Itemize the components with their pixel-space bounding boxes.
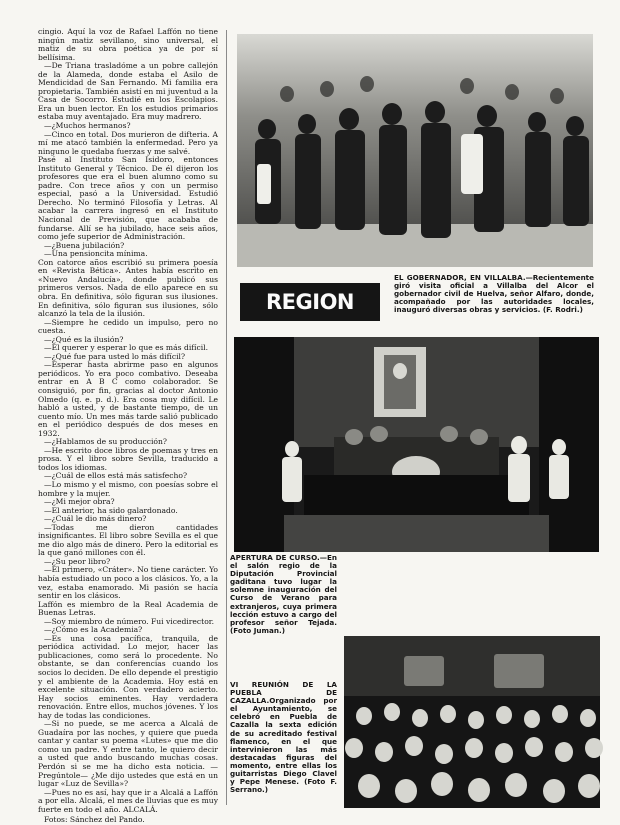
article-paragraph: Laffón es miembro de la Real Academia de Buenas Letras.	[38, 599, 218, 618]
article-paragraph: —Si no puede, se me acerca a Alcalá de Guadaíra por las noches, y quiere que pueda cantar y cantar su poema «Lutes» que me dio como un padre. Y entre tanto, le quiero decir a usted que ando buscando muchas cosas. Perdón si se me ha dicho esta noticia. —Pregúntole— ¿Me dijo ustedes que está en un lugar «Luz de Sevilla»?	[38, 719, 218, 789]
course-opening-photo	[234, 337, 599, 552]
caption-headline: EL GOBERNADOR, EN VILLALBA.	[394, 273, 526, 282]
article-paragraph: —Lo mismo y el mismo, con poesías sobre el hombre y la mujer.	[38, 479, 218, 498]
article-paragraph: —¿Qué fue para usted lo más difícil?	[44, 351, 186, 361]
article-paragraph: —¿Buena jubilación?	[44, 240, 125, 250]
festival-caption	[230, 681, 337, 794]
article-paragraph: —Una pensioncita mínima.	[44, 249, 148, 259]
governor-visit-caption	[394, 274, 594, 314]
article-paragraph: —Todas me dieron cantidades insignificantes. El libro sobre Sevilla es el que me dio algo más de dinero. Pero la editorial es la que ganó millones con él.	[38, 522, 218, 558]
article-paragraph: —El primero, «Cráter». No tiene carácter. Yo había estudiado un poco a los clásicos. Yo, a la vez, estaba enamorado. Mi pasión se hacía sentir en los clásicos.	[38, 565, 218, 601]
article-paragraph: —Siempre he cedido un impulso, pero no cuesta.	[38, 317, 218, 336]
article-paragraph: —¿Hablamos de su producción?	[44, 437, 167, 447]
caption-headline: VI REUNIÓN DE LA PUEBLA DE CAZALLA.	[230, 680, 337, 706]
governor-visit-photo	[237, 34, 593, 267]
article-paragraph: Con catorce años escribió su primera poesía en «Revista Bética». Antes había escrito en «Nuevo Andalucía», donde publicó sus primeros versos. Nada de ello aparece en su obra. En definitiva, sólo figuran sus ilusiones. En definitiva, sólo figuran sus ilusiones, sólo alcanzó la tela de la ilusión.	[38, 257, 218, 319]
article-paragraph: —Soy miembro de número. Fui vicedirector.	[44, 616, 214, 626]
article-paragraph: —¿Mi mejor obra?	[44, 497, 115, 507]
column-divider	[226, 30, 227, 805]
article-paragraph: —Esperar hasta abrirme paso en algunos periódicos. Yo era poco combativo. Deseaba entrar en A B C como colaborador. Se consiguió, por fin, gracias al doctor Antonio Olmedo (q. e. p. d.). Era cosa muy difícil. Le habló a usted, y de bastante tiempo, de un cuento mío. Un mes más tarde salió publicado en el periódico después de dos meses en 1932.	[38, 360, 218, 438]
caption-headline: APERTURA DE CURSO.	[230, 553, 320, 562]
section-banner: REGION	[240, 283, 380, 321]
article-paragraph: Pasé al Instituto San Isidoro, entonces Instituto General y Técnico. De él dijeron los profesores que era el buen alumno como su padre. Con trece años y con un permiso especial, pasó a la Universidad. Estudió Derecho. No terminó Filosofía y Letras. Al acabar la carrera ingresó en el Instituto Nacional de Previsión, que acababa de fundarse. Allí se ha jubilado, hace seis años, como jefe superior de Administración.	[38, 155, 218, 242]
festival-crowd-photo	[344, 636, 600, 808]
photo-credit-byline: Fotos: Sánchez del Pando.	[44, 815, 145, 825]
article-paragraph: —¿Cuál le dio más dinero?	[44, 514, 147, 524]
article-paragraph: —He escrito doce libros de poemas y tres en prosa. Y el libro sobre Sevilla, traducido a todos los idiomas.	[38, 445, 218, 472]
caption-body: —En el salón regio de la Diputación Provincial gaditana tuvo lugar la solemne inauguración del Curso de Verano para extranjeros, cuya primera lección estuvo a cargo del profesor señor Tejada. (Foto Juman.)	[230, 553, 337, 635]
article-paragraph: —De Triana trasladóme a un pobre callejón de la Alameda, donde estaba el Asilo de Mendicidad de San Fernando. Mi familia era propietaria. También asistí en mi juventud a la Casa de Socorro. Estudié en los Escolapios. Era un buen lector. En los estudios primarios estaba muy aventajado. Era muy madrero.	[38, 61, 218, 122]
caption-body: —Recientemente giró visita oficial a Villalba del Alcor el gobernador civil de Huelva, señor Alfaro, donde, acompañado por las autoridades locales, inauguró diversas obras y servicios. (F. Rodri.)	[394, 273, 594, 315]
article-paragraph: —Es una cosa pacífica, tranquila, de periódica actividad. Lo mejor, hacer las publicaciones, como será lo procedente. No obstante, se dan conferencias cuando los socios lo deciden. De ello depende el prestigio y el ambiente de la Academia. Hoy está en excelente situación. Con verdadero acierto. Hay socios eminentes. Hay verdadera renovación. Entre ellos, muchos jóvenes. Y los hay de todas las condiciones.	[38, 633, 218, 720]
course-opening-caption	[230, 554, 337, 635]
article-paragraph: —¿Su peor libro?	[44, 556, 111, 566]
article-text-column	[38, 27, 218, 825]
article-paragraph: —¿Cómo es la Academia?	[44, 625, 143, 635]
article-paragraph: —Cinco en total. Dos murieron de difteria. A mí me atacó también la enfermedad. Pero ya ninguno le quedaba fuerzas y me salvé.	[38, 129, 218, 156]
article-paragraph: —¿Muchos hermanos?	[44, 121, 131, 131]
article-paragraph: —¿Qué es la ilusión?	[44, 334, 124, 344]
caption-body: Organizado por el Ayuntamiento, se celebró en Puebla de Cazalla la sexta edición de su acreditado festival flamenco, en el que intervinieron las más destacadas figuras del momento, entre ellas los guitarristas Diego Clavel y Pepe Menese. (Foto F. Serrano.)	[230, 696, 337, 795]
article-paragraph: —El anterior, ha sido galardonado.	[44, 505, 178, 515]
article-paragraph: cingio. Aquí la voz de Rafael Laffón no tiene ningún matiz sevillano, sino universal, el matiz de su obra poética ya de por sí bellísima.	[38, 27, 218, 62]
article-paragraph: —Pues no es así, hay que ir a Alcalá a Laffón a por ella. Alcalá, el mes de lluvias que es muy fuerte en todo el año. ALCALÁ.	[38, 787, 218, 814]
article-paragraph: —¿Cuál de ellos está más satisfecho?	[44, 471, 188, 481]
article-paragraph: —El querer y esperar lo que es más difícil.	[44, 343, 209, 353]
